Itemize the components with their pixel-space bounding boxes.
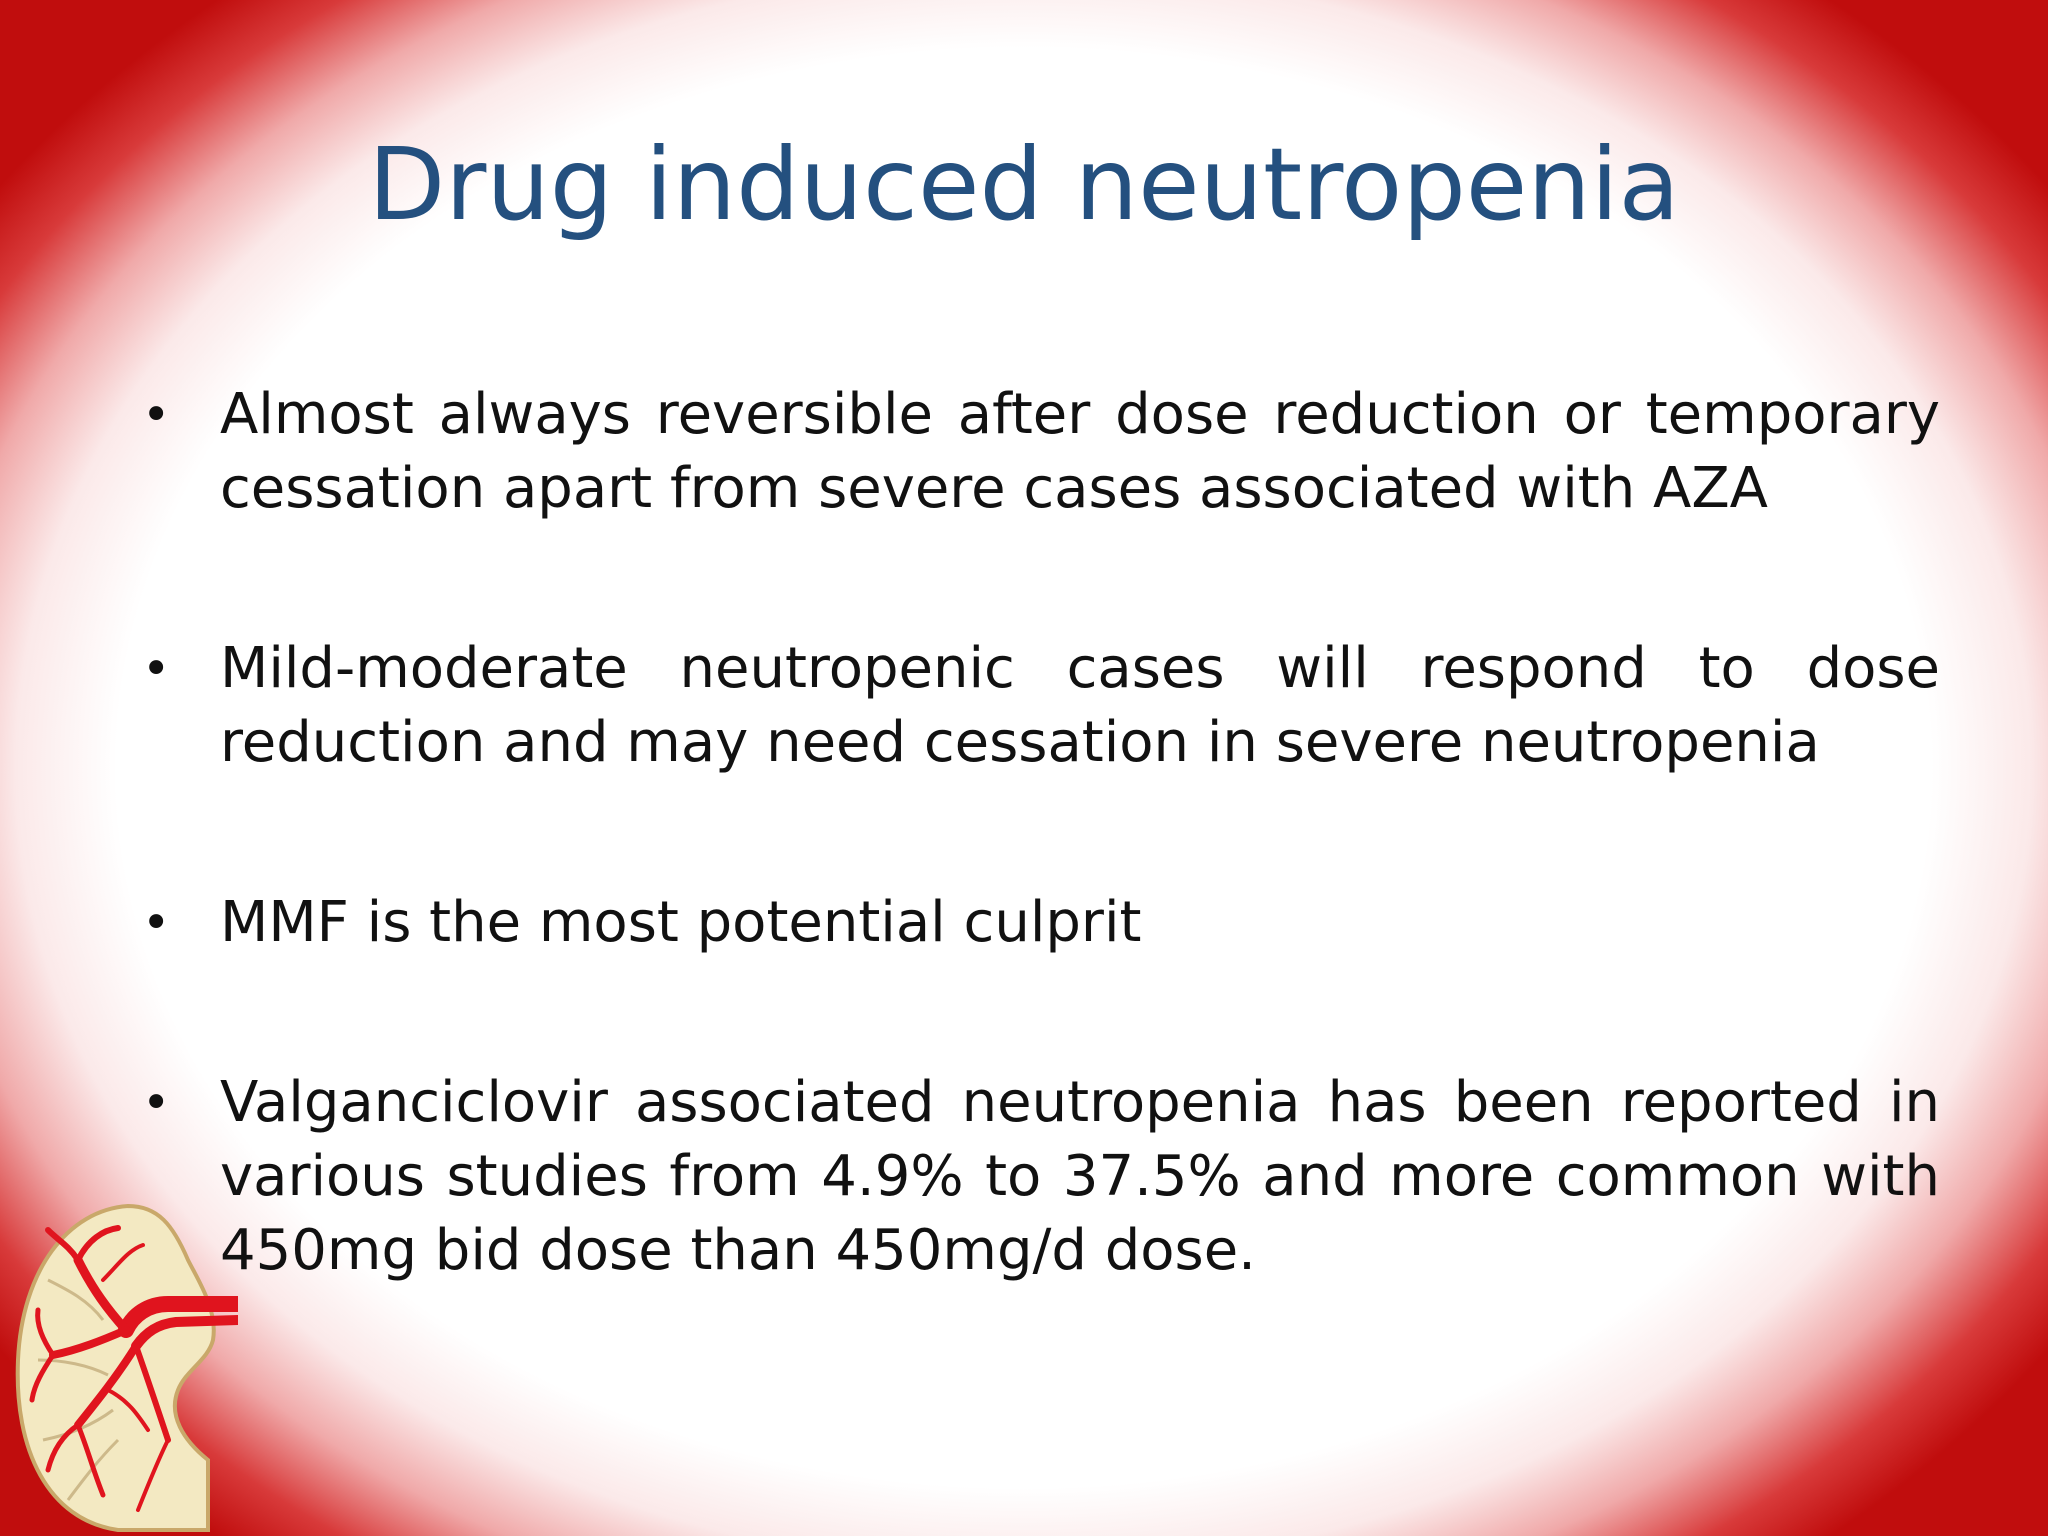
bullet-list bbox=[140, 378, 1940, 1394]
bullet-text: MMF is the most potential culprit bbox=[220, 890, 1142, 955]
bullet-text: Valganciclovir associated neutropenia has been reported in various studies from 4.9% to 37.5% and more common with 450mg bid dose than 450mg/d dose. bbox=[220, 1070, 1940, 1283]
bullet-marker: • bbox=[142, 641, 171, 697]
bullet-item bbox=[140, 378, 1940, 526]
kidney-icon bbox=[8, 1200, 238, 1536]
bullet-item bbox=[140, 886, 1940, 960]
bullet-marker: • bbox=[142, 1075, 171, 1131]
bullet-marker: • bbox=[142, 895, 171, 951]
bullet-item bbox=[140, 632, 1940, 780]
slide-title: Drug induced neutropenia bbox=[368, 126, 1680, 243]
bullet-item bbox=[140, 1066, 1940, 1288]
bullet-marker: • bbox=[142, 387, 171, 443]
bullet-text: Mild-moderate neutropenic cases will respond to dose reduction and may need cessation in severe neutropenia bbox=[220, 636, 1940, 775]
bullet-text: Almost always reversible after dose reduction or temporary cessation apart from severe cases associated with AZA bbox=[220, 382, 1940, 521]
